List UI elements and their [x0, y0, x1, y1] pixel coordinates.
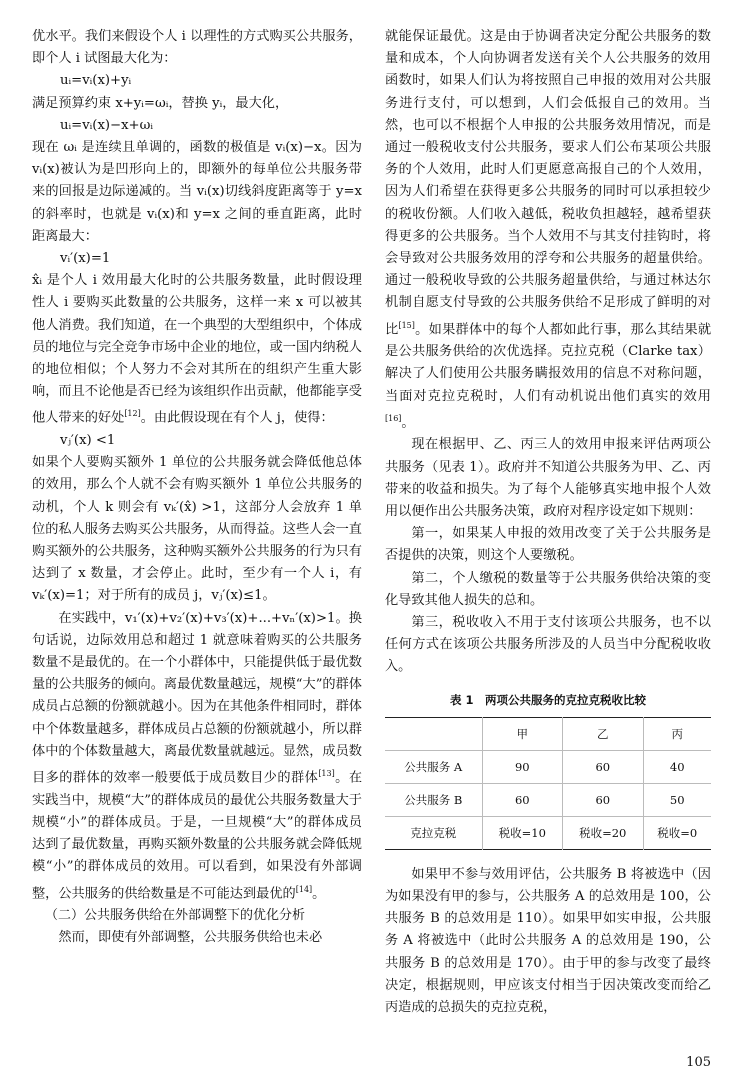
right-column	[385, 26, 711, 1019]
table-cell: 税收=20	[563, 816, 643, 849]
table-cell: 50	[643, 783, 711, 816]
table-cell: 90	[482, 750, 562, 783]
paragraph: x̂ᵢ 是个人 i 效用最大化时的公共服务数量，此时假设理性人 i 要购买此数量的公共服务，这样一来 x 可以被其他人消费。我们知道，在一个典型的大型组织中，个体成员的地位与完全竞争市场中企业的地位，或一国内纳税人的地位相似；个人努力不会对其所在的组织产生重大影响，而且不论他是否已经为该组织作出贡献，他都能享受他人带来的好处[12]。由此假设现在有个人 j，使得：	[32, 273, 362, 426]
section-heading: （二）公共服务供给在外部调整下的优化分析	[45, 908, 306, 924]
table-header-row	[385, 717, 711, 750]
paragraph: 优水平。我们来假设个人 i 以理性的方式购买公共服务，即个人 i 试图最大化为：	[32, 29, 362, 67]
paragraph: 就能保证最优。这是由于协调者决定分配公共服务的数量和成本，个人向协调者发送有关个人公共服务的效用函数时，如果人们认为将按照自己申报的效用对公共服务进行支付，可以想到，人们会低报自己的效用。当然，也可以不根据个人申报的公共服务效用情况，而是通过一般税收支付公共服务，要求人们公布某项公共服务的个人效用，此时人们更愿意高报自己的个人效用，因为人们希望在获得更多公共服务的同时可以承担较少的税收份额。人们收入越低，税收负担越轻，越希望获得更多的公共服务。当个人效用不与其支付挂钩时，将会导致对公共服务效用的浮夸和公共服务的超量供给。通过一般税收导致的公共服务超量供给，与通过林达尔机制自愿支付导致的公共服务供给不足形成了鲜明的对比[15]。如果群体中的每个人都如此行事，那么其结果就是公共服务供给的次优选择。克拉克税（Clarke tax）解决了人们使用公共服务瞒报效用的信息不对称问题，当面对克拉克税时，人们有动机说出他们真实的效用[16]。	[385, 29, 712, 431]
table-cell	[385, 717, 482, 750]
table-cell: 乙	[563, 717, 643, 750]
table-cell: 甲	[482, 717, 562, 750]
table-caption: 表 1 两项公共服务的克拉克税收比较	[449, 692, 646, 707]
citation: [13]	[318, 769, 335, 779]
paragraph: 如果个人要购买额外 1 单位的公共服务就会降低他总体的效用，那么个人就不会有购买额外 1 单位公共服务的动机，个人 k 则会有 vₖ′(x̂) >1，这部分人会放弃 1 单位的私人服务去购买公共服务，从而得益。这些人会一直购买额外的公共服务，这种购买额外公共服务的行为只有达到了 x 数量，才会停止。此时，至少有一个人 i，有 vₖ′(x)=1；对于所有的成员 j，vⱼ′(x)≤1。	[32, 455, 362, 604]
paragraph: 如果甲不参与效用评估，公共服务 B 将被选中（因为如果没有甲的参与，公共服务 A 的总效用是 100，公共服务 B 的总效用是 110）。如果甲如实申报，公共服务 A 将被选中（此时公共服务 A 的总效用是 190，公共服务 B 的总效用是 170）。由于甲的参与改变了最终决定，根据规则，甲应该支付相当于因决策改变而给乙丙造成的总损失的克拉克税，	[385, 866, 711, 1016]
table-row	[385, 816, 711, 849]
equation: uᵢ=vᵢ(x)−x+ωᵢ	[60, 117, 153, 133]
citation: [14]	[295, 884, 313, 894]
paragraph: 然而，即使有外部调整，公共服务供给也未必	[58, 930, 323, 946]
paragraph: 第二，个人缴税的数量等于公共服务供给决策的变化导致其他人损失的总和。	[385, 570, 711, 608]
table-cell: 税收=10	[482, 816, 562, 849]
equation: vᵢ′(x)=1	[60, 251, 111, 267]
clarke-tax-table	[385, 717, 711, 850]
table-row	[385, 783, 711, 816]
table-cell: 税收=0	[643, 816, 711, 849]
table-cell: 40	[643, 750, 711, 783]
paragraph: 第一，如果某人申报的效用改变了关于公共服务是否提供的决策，则这个人要缴税。	[385, 526, 711, 564]
paragraph: 第三，税收收入不用于支付该项公共服务，也不以任何方式在该项公共服务所涉及的人员当中分配税收收入。	[385, 615, 711, 675]
citation: [12]	[124, 409, 141, 419]
table-cell: 60	[563, 750, 643, 783]
page-number: 105	[686, 1055, 711, 1070]
citation: [15]	[398, 320, 415, 330]
table-cell: 公共服务 B	[385, 783, 482, 816]
table-cell: 克拉克税	[385, 816, 482, 849]
equation: vⱼ′(x) <1	[60, 433, 116, 449]
paragraph: 现在 ωᵢ 是连续且单调的，函数的极值是 vᵢ(x)−x。因为 vᵢ(x)被认为是凹形向上的，即额外的每单位公共服务带来的回报是边际递减的。当 vᵢ(x)切线斜度距离等于 y=x 的斜率时，也就是 vᵢ(x)和 y=x 之间的垂直距离，此时距离最大：	[32, 140, 362, 244]
table-cell: 公共服务 A	[385, 750, 482, 783]
table-cell: 60	[563, 783, 643, 816]
equation: uᵢ=vᵢ(x)+yᵢ	[60, 73, 132, 89]
citation: [16]	[385, 413, 402, 423]
paragraph: 满足预算约束 x+yᵢ=ωᵢ，替换 yᵢ，最大化，	[32, 95, 289, 111]
table-cell: 丙	[643, 717, 711, 750]
table-cell: 60	[482, 783, 562, 816]
table-row	[385, 750, 711, 783]
paragraph: 现在根据甲、乙、丙三人的效用申报来评估两项公共服务（见表 1）。政府并不知道公共服务为甲、乙、丙带来的收益和损失。为了每个人能够真实地申报个人效用以便作出公共服务决策，政府对程序设定如下规则：	[385, 437, 711, 520]
left-column	[32, 26, 362, 950]
paragraph: 在实践中，v₁′(x)+v₂′(x)+v₃′(x)+...+vₙ′(x)>1。换句话说，边际效用总和超过 1 就意味着购买的公共服务数量不是最优的。在一个小群体中，只能提供低于最优数量的公共服务的倾向。离最优数量越远，规模“大”的群体成员占总额的份额就越小。因为在其他条件相同时，群体中个体数量越多，群体成员占总额的份额就越小，所以群体中的个体数量越大，离最优数量就越远。显然，成员数目多的群体的效率一般要低于成员数目少的群体[13]。在实践当中，规模“大”的群体成员的最优公共服务数量大于规模“小”的群体成员。于是，一旦规模“大”的群体成员达到了最优数量，再购买额外数量的公共服务就会降低规模“小”的群体成员的效用。可以看到，如果没有外部调整，公共服务的供给数量是不可能达到最优的[14]。	[32, 610, 363, 901]
